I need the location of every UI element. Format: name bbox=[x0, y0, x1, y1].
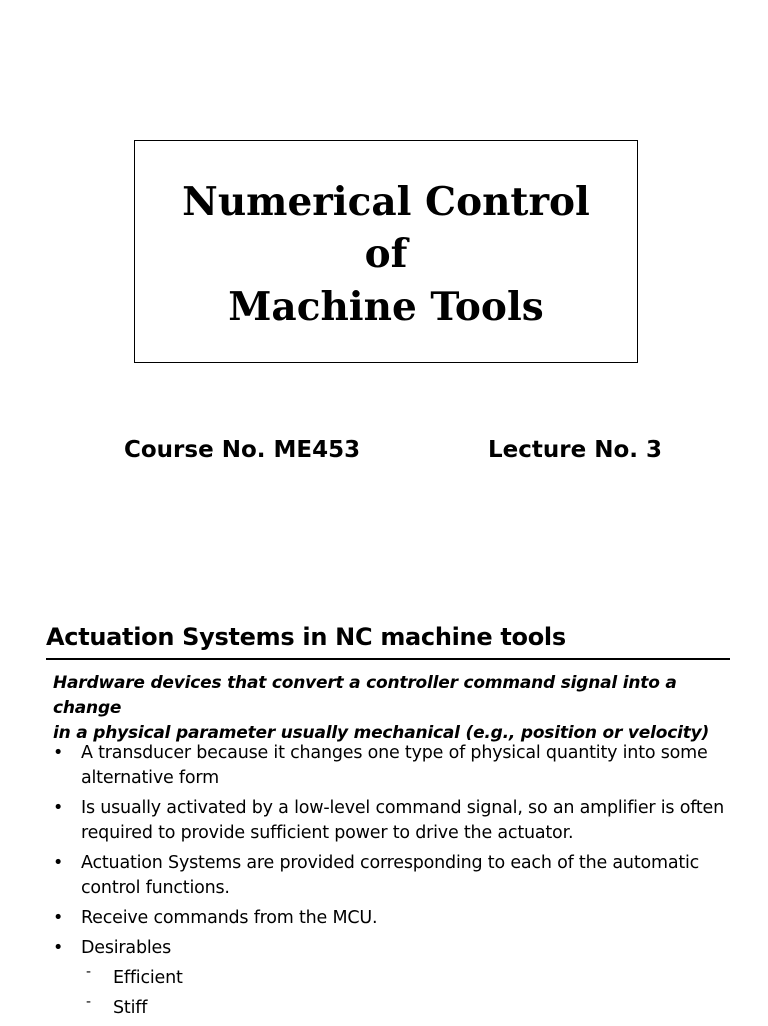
intro-definition bbox=[53, 671, 733, 746]
bullet-text: A transducer because it changes one type of physical quantity into some alternative form bbox=[81, 743, 708, 788]
list-item bbox=[53, 741, 743, 791]
title-line-3: Machine Tools bbox=[228, 284, 544, 330]
bullet-icon: • bbox=[53, 853, 64, 873]
desirables-list bbox=[81, 966, 743, 1021]
intro-line-2: in a physical parameter usually mechanical (e.g., position or velocity) bbox=[53, 723, 710, 743]
bullet-icon: • bbox=[53, 908, 64, 928]
sub-bullet-text: Efficient bbox=[113, 968, 183, 988]
dash-icon: - bbox=[86, 964, 91, 980]
dash-icon: - bbox=[86, 994, 91, 1010]
list-item bbox=[53, 796, 743, 846]
bullet-text: Receive commands from the MCU. bbox=[81, 908, 378, 928]
bullet-text: Is usually activated by a low-level command signal, so an amplifier is often required to provide sufficient power to drive the actuator. bbox=[81, 798, 724, 843]
lecture-number: Lecture No. 3 bbox=[488, 437, 663, 463]
bullet-list bbox=[53, 741, 743, 1026]
list-item bbox=[53, 936, 743, 1021]
title-line-1: Numerical Control bbox=[182, 179, 590, 225]
bullet-text: Desirables bbox=[81, 938, 171, 958]
title-box bbox=[134, 140, 638, 363]
title-line-2: of bbox=[364, 231, 408, 277]
list-item bbox=[81, 996, 743, 1021]
heading-divider bbox=[46, 658, 730, 660]
bullet-icon: • bbox=[53, 798, 64, 818]
intro-line-1: Hardware devices that convert a controller command signal into a change bbox=[53, 673, 677, 718]
course-number: Course No. ME453 bbox=[124, 437, 361, 463]
list-item bbox=[53, 906, 743, 931]
sub-bullet-text: Stiff bbox=[113, 998, 148, 1018]
bullet-icon: • bbox=[53, 938, 64, 958]
list-item bbox=[81, 966, 743, 991]
bullet-text: Actuation Systems are provided corresponding to each of the automatic control functions. bbox=[81, 853, 700, 898]
bullet-icon: • bbox=[53, 743, 64, 763]
list-item bbox=[53, 851, 743, 901]
section-heading: Actuation Systems in NC machine tools bbox=[46, 623, 566, 651]
